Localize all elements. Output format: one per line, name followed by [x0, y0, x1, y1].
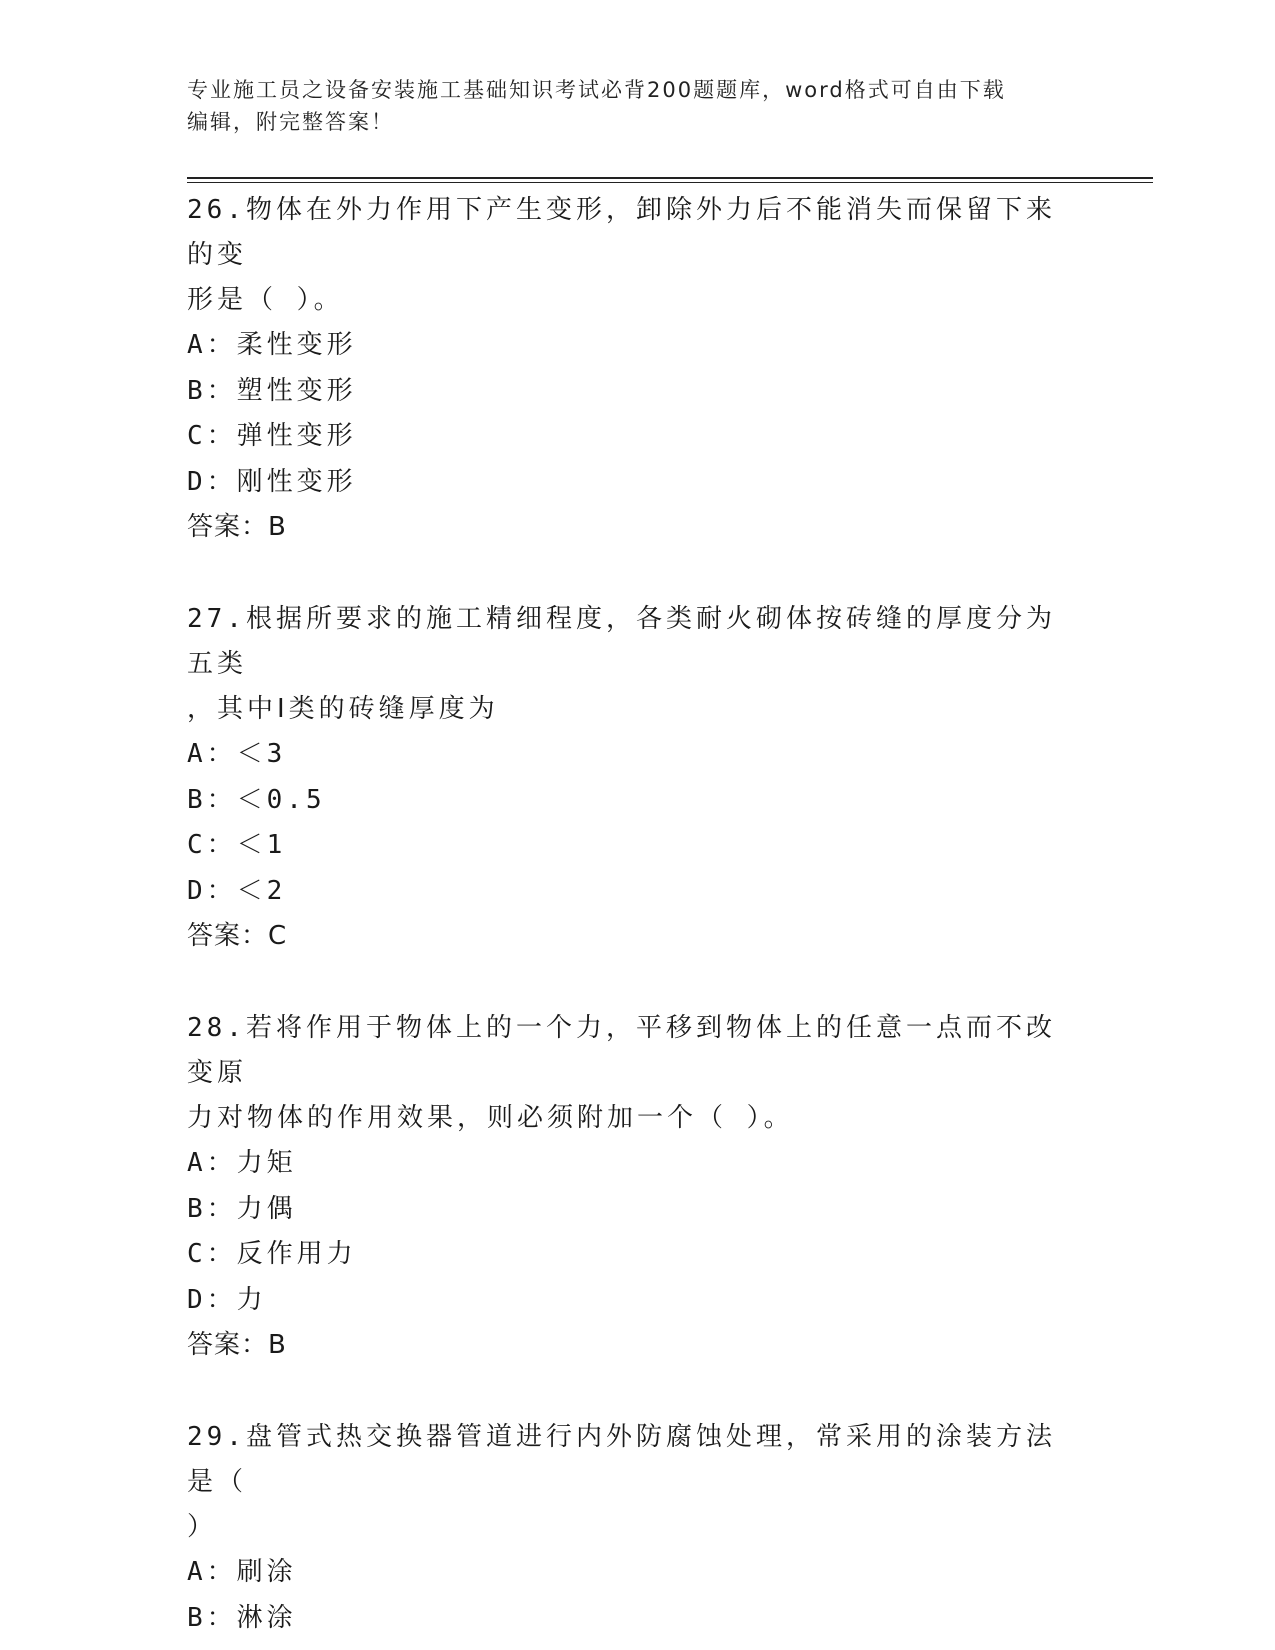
question-stem-line-2: ）: [187, 1512, 218, 1542]
option-b: B：塑性变形: [187, 375, 357, 406]
question-stem-line-1: 29.盘管式热交换器管道进行内外防腐蚀处理，常采用的涂装方法是（: [187, 1422, 1056, 1497]
option-a: A：刷涂: [187, 1557, 297, 1587]
question-stem: [187, 188, 1077, 323]
option-a: A：柔性变形: [187, 330, 357, 360]
question-stem-line-1: 27.根据所要求的施工精细程度，各类耐火砌体按砖缝的厚度分为五类: [187, 604, 1056, 679]
option-d: D：刚性变形: [187, 466, 357, 497]
header-divider-thin: [187, 182, 1153, 183]
option-c: C：＜1: [187, 830, 287, 860]
option-b: B：力偶: [187, 1193, 297, 1224]
header-line-1: 专业施工员之设备安装施工基础知识考试必背200题题库，word格式可自由下载: [187, 78, 1006, 102]
answer: 答案：B: [187, 512, 287, 542]
header-divider-thick: [187, 177, 1153, 179]
option-d: D：力: [187, 1284, 267, 1315]
option-c: C：弹性变形: [187, 421, 357, 451]
question-stem-line-1: 26.物体在外力作用下产生变形，卸除外力后不能消失而保留下来的变: [187, 195, 1056, 270]
option-c: C：反作用力: [187, 1239, 357, 1269]
question-stem-line-2: 形是（ ）。: [187, 285, 344, 315]
document-header: [187, 74, 1067, 138]
answer: 答案：C: [187, 921, 288, 951]
option-a: A：＜3: [187, 739, 287, 769]
header-line-2: 编辑，附完整答案！: [187, 110, 394, 134]
option-d: D：＜2: [187, 875, 287, 906]
question-29: [187, 1415, 1087, 1641]
question-28: [187, 1006, 1087, 1368]
option-a: A：力矩: [187, 1148, 297, 1178]
answer: 答案：B: [187, 1330, 287, 1360]
question-stem: [187, 1415, 1077, 1550]
option-b: B：淋涂: [187, 1602, 297, 1633]
question-stem-line-2: 力对物体的作用效果，则必须附加一个（ ）。: [187, 1103, 794, 1133]
question-26: [187, 188, 1087, 550]
question-stem-line-2: ，其中Ⅰ类的砖缝厚度为: [187, 694, 499, 724]
question-stem: [187, 1006, 1077, 1141]
question-list: [187, 188, 1087, 1641]
question-27: [187, 597, 1087, 959]
question-stem: [187, 597, 1077, 732]
question-stem-line-1: 28.若将作用于物体上的一个力，平移到物体上的任意一点而不改变原: [187, 1013, 1056, 1088]
option-b: B：＜0.5: [187, 784, 326, 815]
